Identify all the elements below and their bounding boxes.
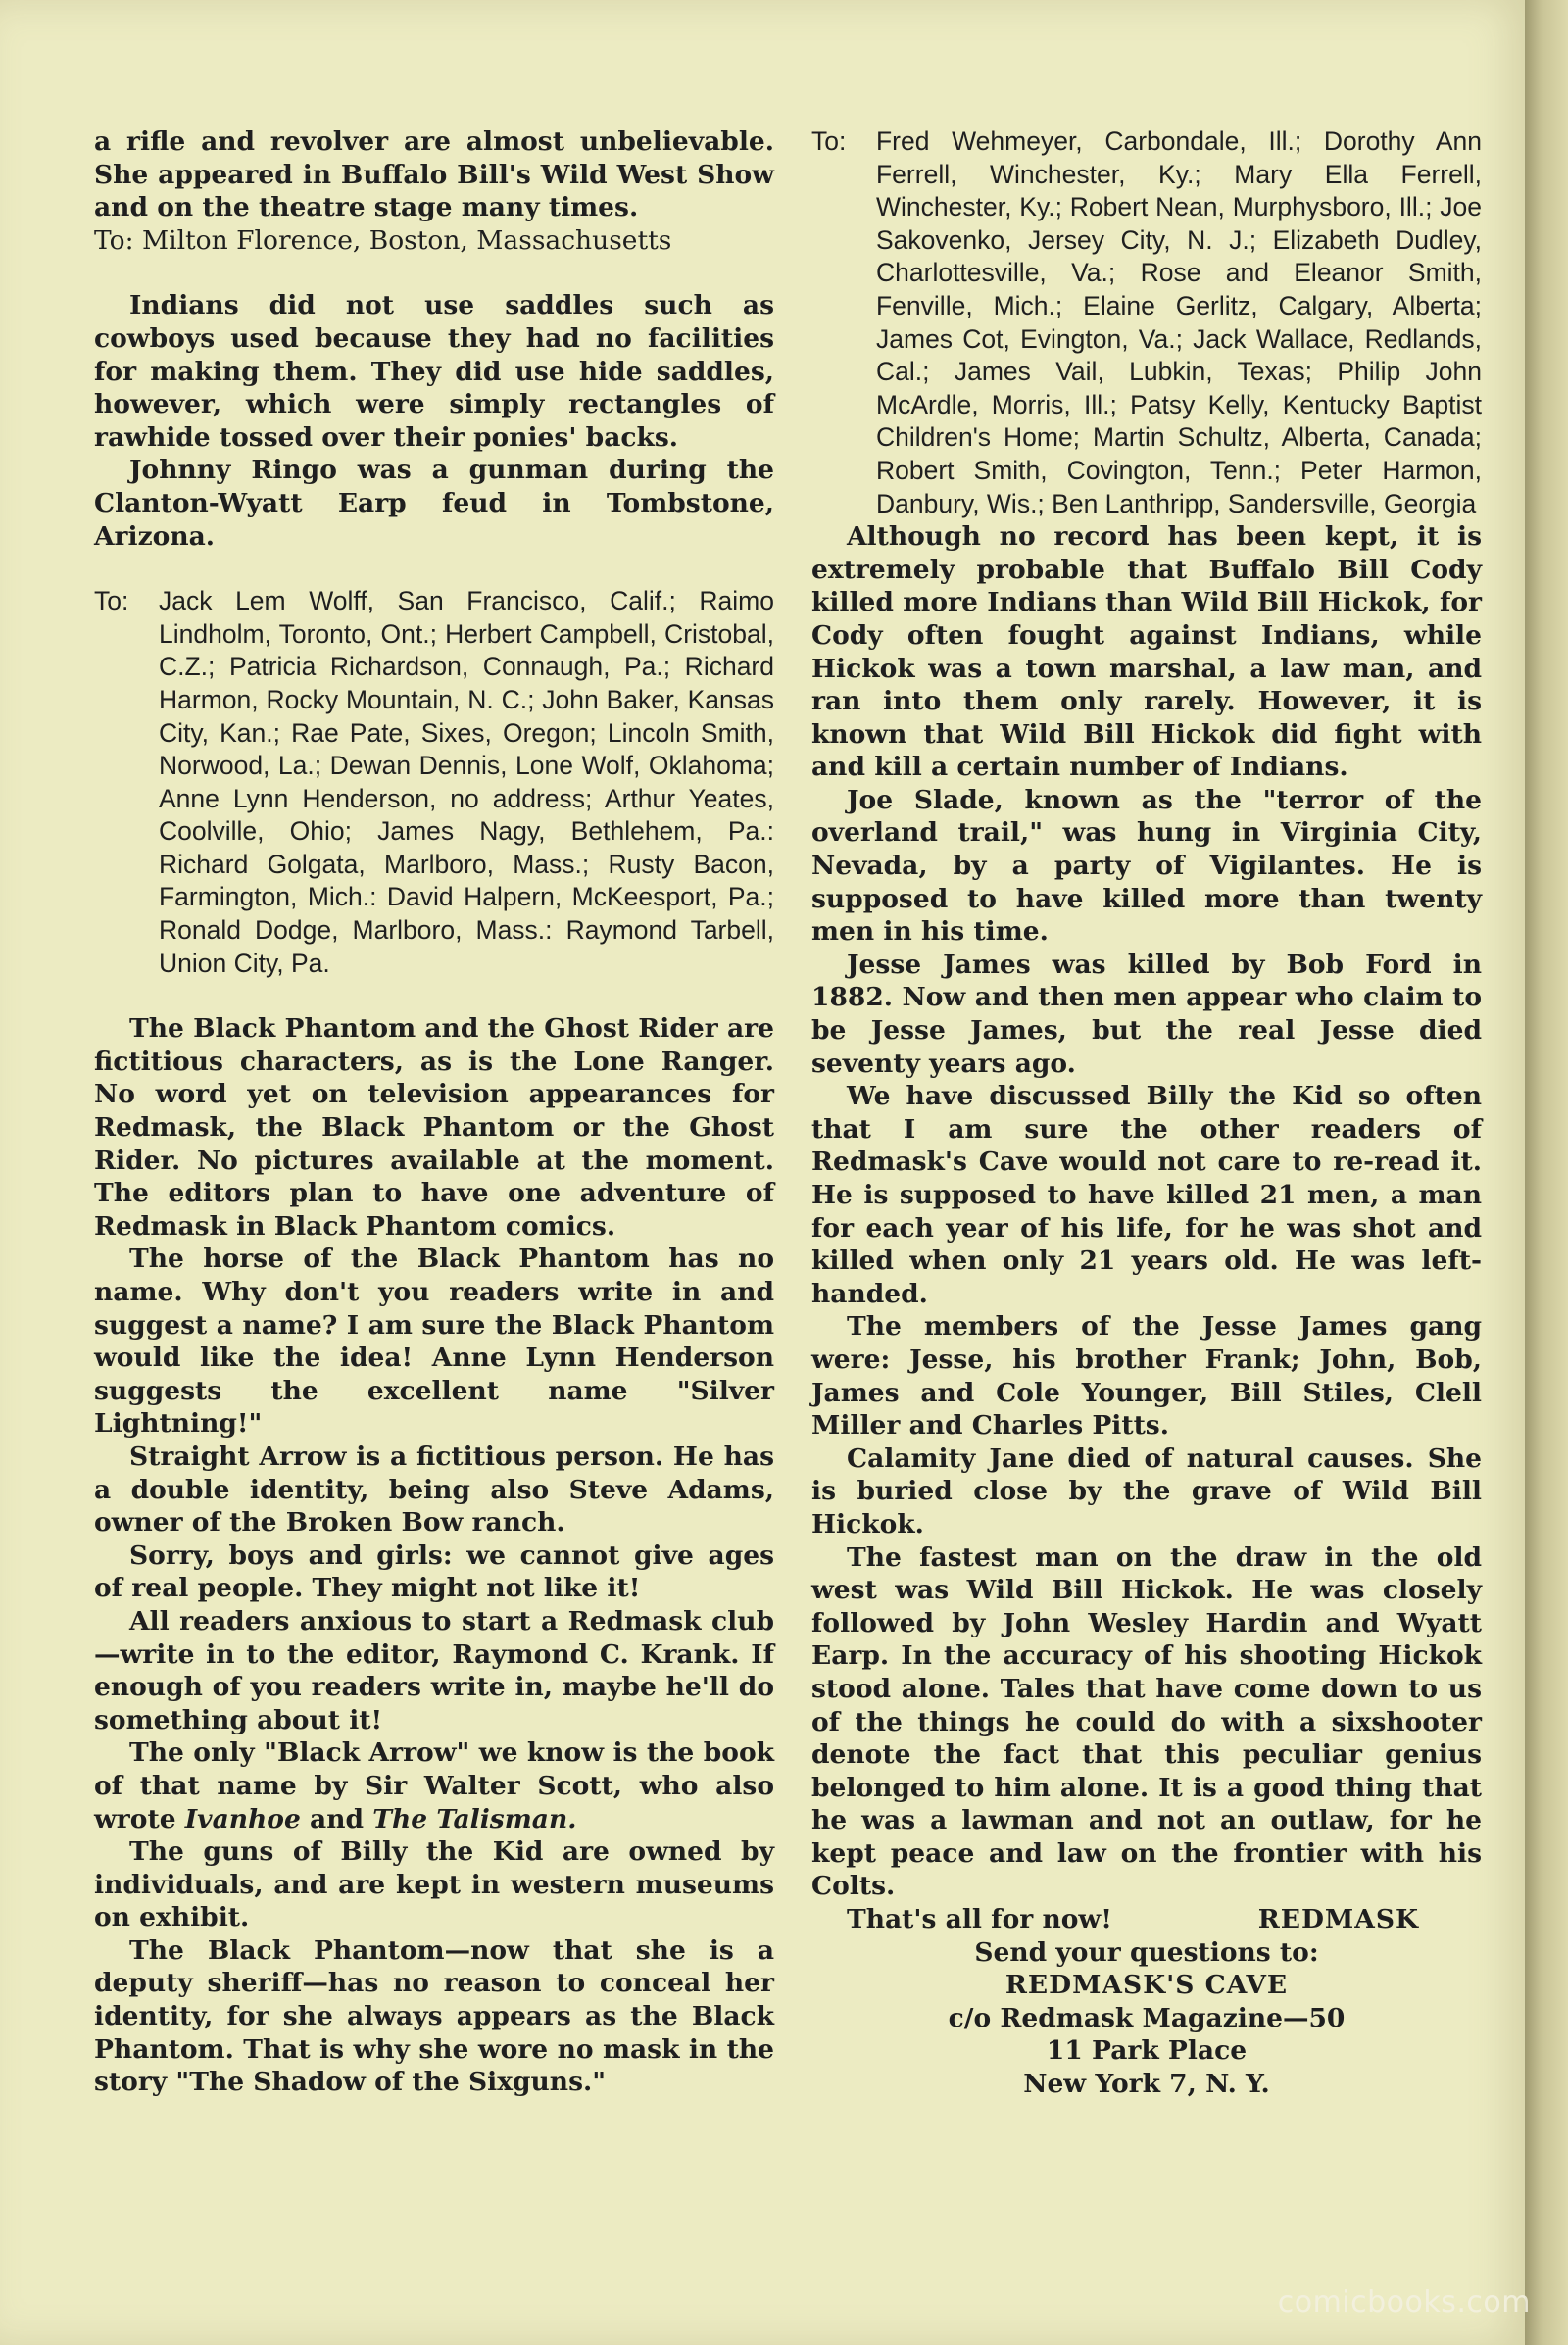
paragraph: The guns of Billy the Kid are owned by individuals, and are kept in western museums on exhibit.: [94, 1836, 774, 1933]
paragraph: Straight Arrow is a fictitious person. He has a double identity, being also Steve Adams, owner of the Broken Bow ranch.: [94, 1441, 774, 1539]
recipient: Milton Florence, Boston, Massachusetts: [141, 224, 672, 256]
paragraph-text: The only "Black Arrow" we know is the book of that name by Sir Walter Scott, who also wrote: [94, 1737, 774, 1834]
paragraph: The horse of the Black Phantom has no name. Why don't you readers write in and suggest a name? I am sure the Black Phantom would like the idea! Anne Lynn Henderson suggests the excellent name "Silver Lightning!": [94, 1244, 774, 1440]
right-column: [811, 125, 1482, 2101]
sign-off-text: That's all for now!: [847, 1904, 1112, 1935]
recipient-names: Jack Lem Wolff, San Francisco, Calif.; Raimo Lindholm, Toronto, Ont.; Herbert Campbell, Cristobal, C.Z.; Patricia Richardson, Connaugh, Pa.; Richard Harmon, Rocky Mountain, N. C.; John Baker, Kansas City, Kan.; Rae Pate, Sixes, Oregon; Lincoln Smith, Norwood, La.; Dewan Dennis, Lone Wolf, Oklahoma; Anne Lynn Henderson, no address; Arthur Yeates, Coolville, Ohio; James Nagy, Bethlehem, Pa.: Richard Golgata, Marlboro, Mass.; Rusty Bacon, Farmington, Mich.: David Halpern, McKeesport, Pa.; Ronald Dodge, Marlboro, Mass.: Raymond Tarbell, Union City, Pa.: [159, 586, 774, 978]
watermark: comicbooks.com: [1277, 2285, 1531, 2320]
address-line: c/o Redmask Magazine—50: [948, 2002, 1346, 2033]
book-title: The Talisman.: [372, 1803, 577, 1834]
sign-off: [811, 1903, 1482, 1936]
paragraph: Calamity Jane died of natural causes. She is buried close by the grave of Wild Bill Hickok.: [811, 1442, 1482, 1539]
to-label: To:: [811, 126, 847, 156]
send-line: Send your questions to:: [974, 1936, 1319, 1968]
address-line: 11 Park Place: [1046, 2035, 1248, 2067]
recipient-names: Fred Wehmeyer, Carbondale, Ill.; Dorothy Ann Ferrell, Winchester, Ky.; Mary Ella Ferrell, Winchester, Ky.; Robert Nean, Murphysboro, Ill.; Joe Sakovenko, Jersey City, N. J.; Elizabeth Dudley, Charlottesville, Va.; Rose and Eleanor Smith, Fenville, Mich.; Elaine Gerlitz, Calgary, Alberta; James Cot, Evington, Va.; Jack Wallace, Redlands, Cal.; James Vail, Lubkin, Texas; Philip John McArdle, Morris, Ill.; Patsy Kelly, Kentucky Baptist Children's Home; Martin Schultz, Alberta, Canada; Robert Smith, Covington, Tenn.; Peter Harmon, Danbury, Wis.; Ben Lanthripp, Sandersville, Georgia: [876, 126, 1482, 518]
paragraph: The Black Phantom—now that she is a deputy sheriff—has no reason to conceal her identity, for she always appears as the Black Phantom. That is why she wore no mask in the story "The Shadow of the Sixguns.": [94, 1934, 774, 2098]
paragraph: Indians did not use saddles such as cowboys used because they had no facilities for making them. They did use hide saddles, however, which were simply rectangles of rawhide tossed over their ponies' backs.: [94, 290, 774, 453]
address-line: New York 7, N. Y.: [1023, 2069, 1270, 2100]
recipient-line: [94, 224, 774, 258]
paragraph: Joe Slade, known as the "terror of the overland trail," was hung in Virginia City, Nevada, by a party of Vigilantes. He is supposed to have killed more than twenty men in his time.: [811, 784, 1482, 948]
recipient-list: [811, 125, 1482, 520]
paragraph: The Black Phantom and the Ghost Rider are fictitious characters, as is the Lone Ranger. No word yet on television appearances for Redmask, the Black Phantom or the Ghost Rider. No pictures available at the moment. The editors plan to have one adventure of Redmask in Black Phantom comics.: [94, 1013, 774, 1242]
paragraph: The fastest man on the draw in the old west was Wild Bill Hickok. He was closely followed by John Wesley Hardin and Wyatt Earp. In the accuracy of his shooting Hickok stood alone. Tales that have come down to us of the things he could do with a sixshooter denote the fact that this peculiar genius belonged to him alone. It is a good thing that he was a lawman and not an outlaw, for he kept peace and law on the frontier with his Colts.: [811, 1541, 1482, 1902]
paragraph: We have discussed Billy the Kid so often that I am sure the other readers of Redmask's Cave would not care to re-read it. He is supposed to have killed 21 men, a man for each year of his life, for he was shot and killed when only 21 years old. He was left-handed.: [811, 1081, 1482, 1309]
paragraph: Johnny Ringo was a gunman during the Clanton-Wyatt Earp feud in Tombstone, Arizona.: [94, 455, 774, 552]
page-edge: [1525, 0, 1568, 2345]
paragraph: [94, 1736, 774, 1835]
left-column: [94, 125, 774, 2099]
to-label: To:: [94, 224, 134, 256]
paragraph: Sorry, boys and girls: we cannot give ages of real people. They might not like it!: [94, 1539, 774, 1604]
book-title: Ivanhoe: [184, 1803, 301, 1834]
paragraph-text: and: [300, 1803, 373, 1834]
to-label: To:: [94, 586, 129, 616]
paragraph: The members of the Jesse James gang were: Jesse, his brother Frank; John, Bob, James and Cole Younger, Bill Stiles, Clell Miller and Charles Pitts.: [811, 1311, 1482, 1441]
address-line: REDMASK'S CAVE: [1004, 1970, 1289, 2001]
paragraph: Although no record has been kept, it is extremely probable that Buffalo Bill Cody killed more Indians than Wild Bill Hickok, for Cody often fought against Indians, while Hickok was a town marshal, a law man, and ran into them only rarely. However, it is known that Wild Bill Hickok did fight with and kill a certain number of Indians.: [811, 521, 1482, 783]
paragraph: a rifle and revolver are almost unbelievable. She appeared in Buffalo Bill's Wild West Show and on the theatre stage many times.: [94, 126, 774, 223]
signature: REDMASK: [1257, 1904, 1419, 1935]
paragraph: All readers anxious to start a Redmask club—write in to the editor, Raymond C. Krank. If enough of you readers write in, maybe he'll do something about it!: [94, 1605, 774, 1735]
paragraph: Jesse James was killed by Bob Ford in 1882. Now and then men appear who claim to be Jesse James, but the real Jesse died seventy years ago.: [811, 949, 1482, 1079]
recipient-list: [94, 585, 774, 980]
